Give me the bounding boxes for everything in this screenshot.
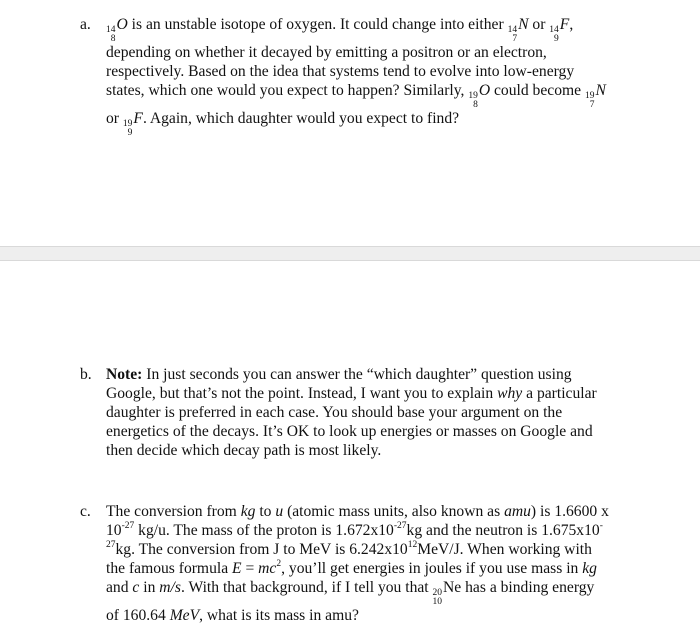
isotope-n14: 14 7 — [507, 25, 518, 44]
problem-c-line-4: the famous formula $E = mc^2$, you’ll get energies in joules if you use mass in kg — [106, 558, 597, 577]
problem-b-body — [106, 365, 650, 460]
problem-c-line-3: $^{27}$kg. The conversion from J to MeV is $6.242x10^{12}MeV/J$. When working with — [106, 539, 592, 558]
problem-c-line-2: $10^{-27}$ kg/u. The mass of the proton is $1.672x10^{-27}kg$ and the neutron is 1.675x10- — [106, 520, 603, 539]
isotope-o19: 19 8 — [468, 91, 478, 110]
problem-b-line-2: Google, but that’s not the point. Instead, I want you to explain why a particular — [106, 385, 597, 402]
isotope-n19: 19 7 — [584, 91, 595, 110]
problem-a-body — [106, 15, 650, 137]
problem-c-marker: c. — [80, 503, 91, 520]
problem-b-line-3: daughter is preferred in each case. You should base your argument on the — [106, 404, 563, 421]
page-separator — [0, 246, 700, 261]
problem-a-line-5: or 19 9 F. Again, which daughter would you expect to find? — [106, 110, 460, 138]
problem-a-line-4: states, which one would you expect to happen? Similarly, 19 8 O could become 19 7 N — [106, 82, 606, 110]
problem-a-line-2: depending on whether it decayed by emitting a positron or an electron, — [106, 44, 547, 61]
isotope-ne20: 20 10 — [432, 588, 443, 607]
isotope-f14: 14 9 — [549, 25, 559, 44]
problem-b-line-1: Note: In just seconds you can answer the “which daughter” question using — [106, 366, 572, 383]
problem-c-line-5: and c in m/s. With that background, if I tell you that 20 10 Ne has a binding energy — [106, 579, 595, 607]
problem-a-line-3: respectively. Based on the idea that systems tend to evolve into low-energy — [106, 63, 575, 80]
isotope-o14: 14 8 — [106, 25, 116, 44]
isotope-f19: 19 9 — [122, 119, 133, 138]
problem-b — [80, 365, 650, 460]
problem-c — [80, 502, 650, 625]
problem-b-marker: b. — [80, 366, 92, 383]
problem-a-marker: a. — [80, 16, 91, 33]
problem-c-line-1: The conversion from kg to u (atomic mass units, also known as amu) is 1.6600 x — [106, 503, 609, 520]
problem-a — [80, 15, 650, 137]
problem-a-line-1: 14 8 O is an unstable isotope of oxygen. It could change into either 14 7 N or 14 9 F, — [106, 16, 574, 44]
note-label: Note: — [106, 366, 143, 383]
problem-b-line-4: energetics of the decays. It’s OK to look up energies or masses on Google and — [106, 423, 593, 440]
problem-c-line-6: of 160.64 MeV, what is its mass in amu? — [106, 607, 359, 624]
problem-c-body — [106, 502, 650, 625]
problem-b-line-5: then decide which decay path is most likely. — [106, 442, 382, 459]
